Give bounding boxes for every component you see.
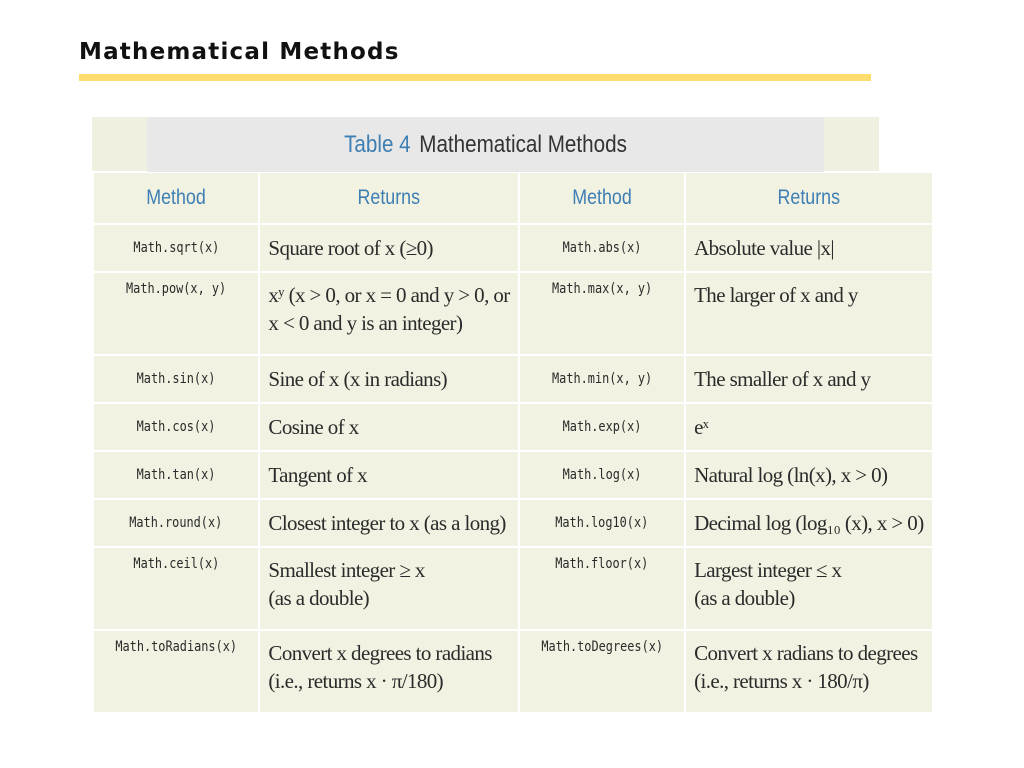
table-caption-label: Table 4 bbox=[344, 130, 411, 158]
method-cell: Math.pow(x, y) bbox=[94, 273, 258, 354]
method-cell: Math.max(x, y) bbox=[520, 273, 684, 354]
math-methods-table bbox=[92, 117, 924, 710]
header-returns-2: Returns bbox=[686, 173, 932, 223]
title-underline bbox=[79, 74, 871, 81]
returns-cell: Absolute value |x| bbox=[686, 225, 932, 271]
returns-cell: Natural log (ln(x), x > 0) bbox=[686, 452, 932, 498]
returns-cell: Closest integer to x (as a long) bbox=[260, 500, 517, 546]
returns-cell: Smallest integer ≥ x (as a double) bbox=[260, 548, 517, 629]
returns-cell: Sine of x (x in radians) bbox=[260, 356, 517, 402]
header-method-1: Method bbox=[94, 173, 258, 223]
returns-cell: Largest integer ≤ x (as a double) bbox=[686, 548, 932, 629]
method-cell: Math.abs(x) bbox=[520, 225, 684, 271]
table-caption-text: Mathematical Methods bbox=[419, 130, 627, 158]
returns-cell: Square root of x (≥0) bbox=[260, 225, 517, 271]
method-cell: Math.ceil(x) bbox=[94, 548, 258, 629]
returns-cell: eˣ bbox=[686, 404, 932, 450]
method-cell: Math.log10(x) bbox=[520, 500, 684, 546]
method-cell: Math.exp(x) bbox=[520, 404, 684, 450]
method-cell: Math.round(x) bbox=[94, 500, 258, 546]
method-cell: Math.tan(x) bbox=[94, 452, 258, 498]
method-cell: Math.sin(x) bbox=[94, 356, 258, 402]
returns-cell: The larger of x and y bbox=[686, 273, 932, 354]
header-row bbox=[94, 173, 932, 223]
method-cell: Math.toRadians(x) bbox=[94, 631, 258, 712]
returns-cell: The smaller of x and y bbox=[686, 356, 932, 402]
method-cell: Math.toDegrees(x) bbox=[520, 631, 684, 712]
table-row bbox=[94, 548, 932, 629]
table-row bbox=[94, 500, 932, 546]
header-method-2: Method bbox=[520, 173, 684, 223]
method-cell: Math.sqrt(x) bbox=[94, 225, 258, 271]
table-row bbox=[94, 356, 932, 402]
table-row bbox=[94, 631, 932, 712]
table-row bbox=[94, 225, 932, 271]
method-cell: Math.min(x, y) bbox=[520, 356, 684, 402]
header-returns-1: Returns bbox=[260, 173, 517, 223]
returns-cell: xʸ (x > 0, or x = 0 and y > 0, or x < 0 and y is an integer) bbox=[260, 273, 517, 354]
table-row bbox=[94, 404, 932, 450]
table-caption bbox=[147, 117, 824, 172]
returns-cell: Cosine of x bbox=[260, 404, 517, 450]
methods-grid bbox=[92, 171, 934, 714]
returns-cell: Convert x radians to degrees (i.e., returns x · 180/π) bbox=[686, 631, 932, 712]
returns-cell: Decimal log (log₁₀ (x), x > 0) bbox=[686, 500, 932, 546]
method-cell: Math.floor(x) bbox=[520, 548, 684, 629]
returns-cell: Convert x degrees to radians (i.e., returns x · π/180) bbox=[260, 631, 517, 712]
slide-title: Mathematical Methods bbox=[79, 39, 400, 65]
returns-cell: Tangent of x bbox=[260, 452, 517, 498]
method-cell: Math.log(x) bbox=[520, 452, 684, 498]
table-row bbox=[94, 273, 932, 354]
table-row bbox=[94, 452, 932, 498]
method-cell: Math.cos(x) bbox=[94, 404, 258, 450]
